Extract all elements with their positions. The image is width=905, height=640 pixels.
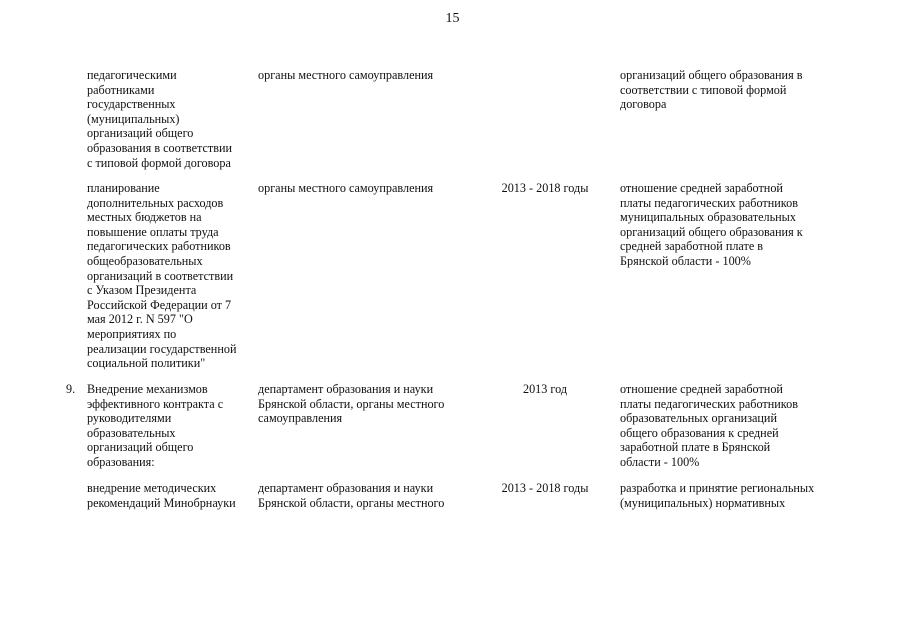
responsible-cell: органы местного самоуправления — [258, 181, 434, 195]
indicator-cell: отношение средней заработной платы педагогических работников образовательных организаций общего образования к средней заработной плате в Брянской области - 100% — [620, 382, 798, 469]
indicator-cell: отношение средней заработной платы педагогических работников муниципальных образовательных организаций общего образования к средней заработной плате в Брянской области - 100% — [620, 181, 803, 268]
responsible-cell: департамент образования и науки Брянской области, органы местного — [258, 481, 445, 510]
responsible-cell: департамент образования и науки Брянской области, органы местного самоуправления — [258, 382, 445, 426]
term-cell: 2013 - 2018 годы — [501, 181, 589, 195]
indicator-cell: организаций общего образования в соответствии с типовой формой договора — [620, 68, 803, 112]
term-cell: 2013 год — [522, 382, 568, 396]
task-cell: педагогическими работниками государственных (муниципальных) организаций общего образования в соответствии с типовой формой договора — [87, 68, 232, 170]
term-cell: 2013 - 2018 годы — [501, 481, 589, 495]
page-number: 15 — [445, 11, 460, 26]
responsible-cell: органы местного самоуправления — [258, 68, 434, 82]
task-cell: планирование дополнительных расходов местных бюджетов на повышение оплаты труда педагогических работников общеобразовательных организаций в соответствии с Указом Президента Российской Федерации от 7 мая 2012 г. N 597 "О мероприятиях по реализации государственной социальной политики" — [87, 181, 237, 371]
indicator-cell: разработка и принятие региональных (муниципальных) нормативных — [620, 481, 815, 510]
task-cell: Внедрение механизмов эффективного контракта с руководителями образовательных организаций общего образования: — [87, 382, 224, 469]
task-cell: внедрение методических рекомендаций Минобрнауки — [87, 481, 236, 510]
row-number: 9. — [66, 382, 76, 396]
